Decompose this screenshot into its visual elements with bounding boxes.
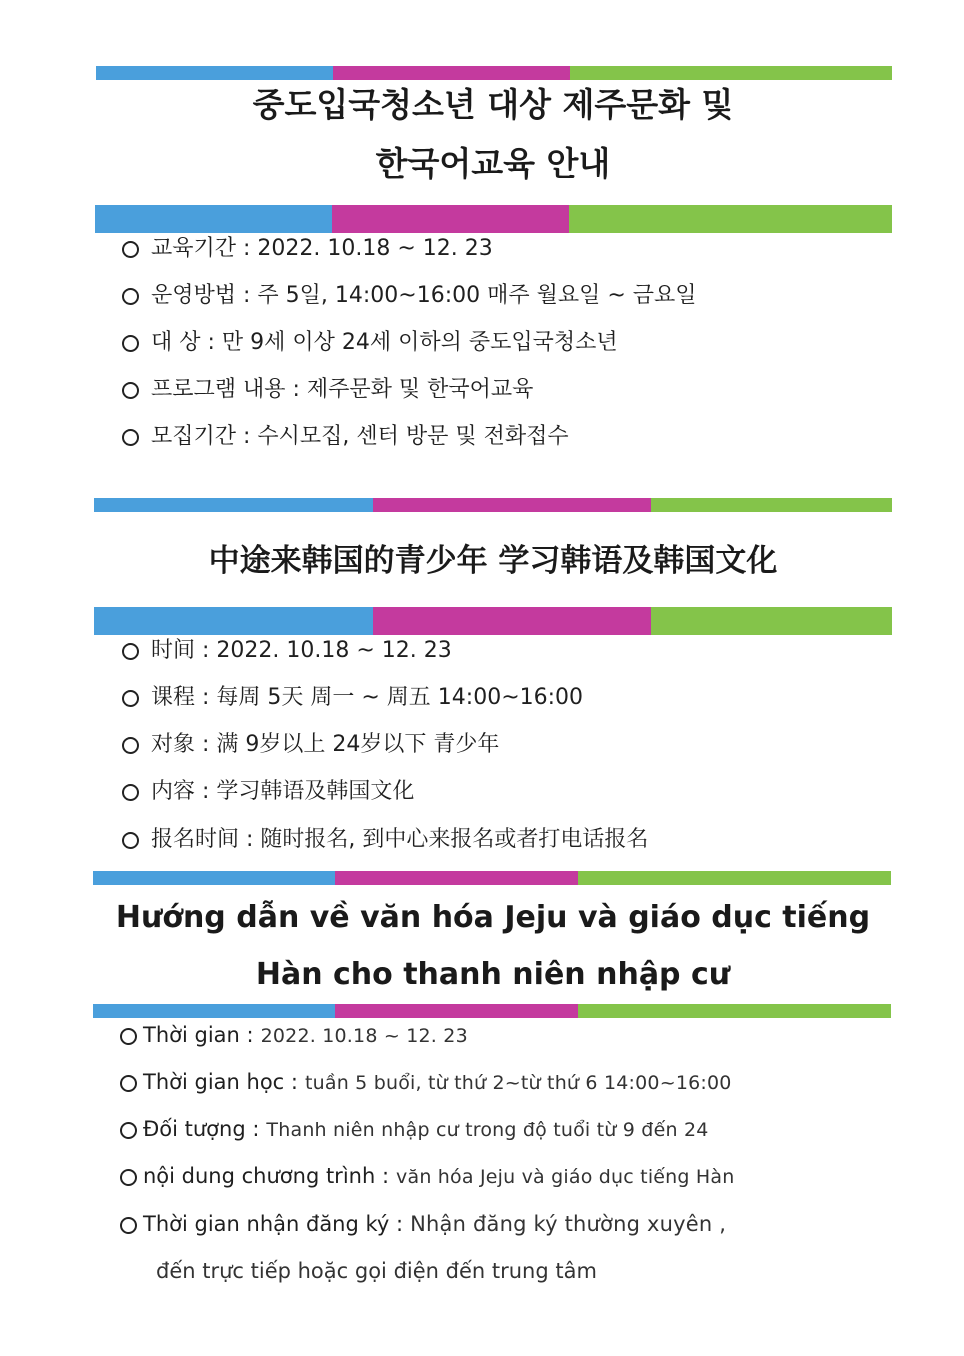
top-color-bar: [96, 66, 892, 80]
vietnamese-title-line1: Hướng dẫn về văn hóa Jeju và giáo dục tiếng: [115, 900, 871, 935]
circle-bullet-icon: [122, 784, 139, 801]
bar-blue: [95, 205, 332, 233]
chinese-title: 中途来韩国的青少年 学习韩语及韩国文化: [208, 543, 778, 579]
korean-divider-bar: [95, 205, 892, 233]
korean-item-period: 교육기간 : 2022. 10.18 ~ 12. 23: [122, 234, 493, 264]
vietnamese-title-line2: Hàn cho thanh niên nhập cư: [255, 957, 731, 992]
bar-magenta: [335, 871, 578, 885]
circle-bullet-icon: [122, 737, 139, 754]
vietnamese-item-schedule: Thời gian học : tuần 5 buổi, từ thứ 2~từ thứ 6 14:00~16:00: [120, 1067, 732, 1098]
chinese-item-content: 内容 : 学习韩语及韩国文化: [122, 777, 414, 807]
chinese-top-bar: [94, 498, 892, 512]
korean-title-line1: 중도입국청소년 대상 제주문화 및: [252, 85, 734, 124]
bar-green: [578, 871, 891, 885]
bar-magenta: [333, 66, 570, 80]
bar-green: [651, 498, 892, 512]
bar-blue: [93, 1004, 335, 1018]
bar-magenta: [332, 205, 569, 233]
chinese-item-time: 时间 : 2022. 10.18 ~ 12. 23: [122, 636, 452, 666]
circle-bullet-icon: [122, 832, 139, 849]
circle-bullet-icon: [120, 1217, 137, 1234]
circle-bullet-icon: [120, 1169, 137, 1186]
circle-bullet-icon: [122, 429, 139, 446]
bar-blue: [94, 607, 373, 635]
korean-item-recruit: 모집기간 : 수시모집, 센터 방문 및 전화접수: [122, 422, 569, 452]
korean-item-method: 운영방법 : 주 5일, 14:00~16:00 매주 월요일 ~ 금요일: [122, 281, 697, 311]
circle-bullet-icon: [120, 1122, 137, 1139]
bar-blue: [96, 66, 333, 80]
circle-bullet-icon: [122, 382, 139, 399]
bar-blue: [94, 498, 373, 512]
chinese-item-registration: 报名时间 : 随时报名, 到中心来报名或者打电话报名: [122, 825, 648, 855]
circle-bullet-icon: [122, 335, 139, 352]
circle-bullet-icon: [120, 1028, 137, 1045]
chinese-divider-bar: [94, 607, 892, 635]
vietnamese-item-time: Thời gian : 2022. 10.18 ~ 12. 23: [120, 1020, 468, 1051]
bar-green: [651, 607, 892, 635]
circle-bullet-icon: [122, 643, 139, 660]
bar-magenta: [335, 1004, 578, 1018]
bar-blue: [93, 871, 335, 885]
vietnamese-item-target: Đối tượng : Thanh niên nhập cư trong độ tuổi từ 9 đến 24: [120, 1114, 709, 1145]
chinese-item-course: 课程 : 每周 5天 周一 ~ 周五 14:00~16:00: [122, 683, 583, 713]
circle-bullet-icon: [122, 241, 139, 258]
bar-green: [578, 1004, 891, 1018]
chinese-item-target: 对象 : 满 9岁以上 24岁以下 青少年: [122, 730, 499, 760]
vietnamese-top-bar: [93, 871, 891, 885]
circle-bullet-icon: [122, 690, 139, 707]
korean-title-line2: 한국어교육 안내: [375, 144, 611, 183]
vietnamese-item-registration: Thời gian nhận đăng ký : Nhận đăng ký thường xuyên ,: [120, 1209, 726, 1240]
bar-magenta: [373, 607, 651, 635]
korean-item-program: 프로그램 내용 : 제주문화 및 한국어교육: [122, 375, 533, 405]
bar-magenta: [373, 498, 651, 512]
circle-bullet-icon: [122, 288, 139, 305]
korean-item-target: 대 상 : 만 9세 이상 24세 이하의 중도입국청소년: [122, 328, 618, 358]
vietnamese-divider-bar: [93, 1004, 891, 1018]
vietnamese-item-content: nội dung chương trình : văn hóa Jeju và giáo dục tiếng Hàn: [120, 1161, 735, 1192]
bar-green: [569, 205, 892, 233]
vietnamese-registration-continuation: đến trực tiếp hoặc gọi điện đến trung tâm: [156, 1259, 597, 1283]
circle-bullet-icon: [120, 1075, 137, 1092]
bar-green: [570, 66, 892, 80]
